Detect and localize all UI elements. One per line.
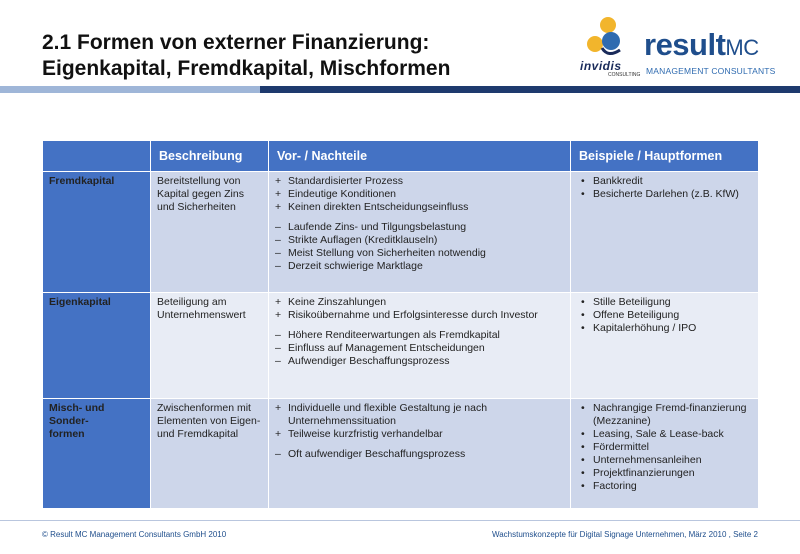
pros-cons-cell [269, 172, 571, 293]
minus-icon: – [275, 260, 281, 272]
example-item: • Kapitalerhöhung / IPO [577, 322, 752, 335]
pro-item [275, 188, 564, 201]
con-text: Höhere Renditeerwartungen als Fremdkapital [288, 329, 500, 341]
plus-icon: + [275, 296, 282, 308]
con-item [275, 260, 564, 273]
examples-cell [571, 399, 759, 509]
minus-icon: – [275, 342, 281, 354]
con-text: Derzeit schwierige Marktlage [288, 260, 423, 272]
header-vor-nachteile: Vor- / Nachteile [269, 141, 571, 172]
title-line-1: 2.1 Formen von externer Finanzierung: [42, 31, 430, 54]
financing-table [42, 140, 759, 509]
con-item [275, 221, 564, 234]
con-item [275, 247, 564, 260]
pros-cons-list [275, 175, 564, 273]
pro-item [275, 175, 564, 188]
title-line-2: Eigenkapital, Fremdkapital, Mischformen [42, 57, 451, 80]
header-beschreibung: Beschreibung [151, 141, 269, 172]
pro-text: Risikoübernahme und Erfolgsinteresse durch Investor [288, 309, 538, 321]
con-item [275, 234, 564, 247]
pro-text: Keine Zinszahlungen [288, 296, 387, 308]
footer-copyright: © Result MC Management Consultants GmbH 2010 [42, 530, 227, 539]
pro-item [275, 296, 564, 309]
con-text: Einfluss auf Management Entscheidungen [288, 342, 485, 354]
plus-icon: + [275, 201, 282, 213]
pros-cons-list [275, 296, 564, 368]
invidis-wordmark: invidis [580, 59, 622, 73]
examples-list [577, 296, 752, 335]
examples-list [577, 402, 752, 493]
result-text: result [644, 27, 726, 62]
example-item: • Unternehmensanleihen [577, 454, 752, 467]
pro-text: Individuelle und flexible Gestaltung je nach Unternehmenssituation [288, 402, 488, 427]
pro-text: Eindeutige Konditionen [288, 188, 397, 200]
header-empty [43, 141, 151, 172]
minus-icon: – [275, 234, 281, 246]
minus-icon: – [275, 355, 281, 367]
con-item [275, 329, 564, 342]
plus-icon: + [275, 175, 282, 187]
plus-icon: + [275, 309, 282, 321]
row-label-eigenkapital: Eigenkapital [43, 293, 151, 399]
plus-icon: + [275, 402, 282, 414]
company-logo [578, 14, 776, 78]
row-label-line: Sonder- [49, 415, 89, 427]
description-cell: Zwischenformen mit Elementen von Eigen- und Fremdkapital [151, 399, 269, 509]
header-beispiele: Beispiele / Hauptformen [571, 141, 759, 172]
result-wordmark [644, 28, 759, 65]
pro-item [275, 402, 564, 428]
con-text: Oft aufwendiger Beschaffungsprozess [288, 448, 466, 460]
row-label-line: formen [49, 428, 85, 440]
pros-cons-cell [269, 399, 571, 509]
header-bar-accent [0, 86, 260, 93]
con-text: Meist Stellung von Sicherheiten notwendig [288, 247, 486, 259]
minus-icon: – [275, 448, 281, 460]
pro-text: Keinen direkten Entscheidungseinfluss [288, 201, 469, 213]
example-item: • Nachrangige Fremd-finanzierung (Mezzanine) [577, 402, 752, 428]
example-item: • Factoring [577, 480, 752, 493]
management-consultants-label: MANAGEMENT CONSULTANTS [646, 66, 776, 76]
invidis-consulting-label: CONSULTING [608, 72, 641, 78]
con-text: Laufende Zins- und Tilgungsbelastung [288, 221, 467, 233]
pro-item [275, 428, 564, 441]
pro-item [275, 201, 564, 214]
plus-icon: + [275, 428, 282, 440]
table-row-mischformen [43, 399, 759, 509]
description-cell: Beteiligung am Unternehmenswert [151, 293, 269, 399]
con-item [275, 355, 564, 368]
table-row-fremdkapital [43, 172, 759, 293]
row-label-line: Misch- und [49, 402, 105, 414]
examples-list [577, 175, 752, 201]
minus-icon: – [275, 329, 281, 341]
examples-cell [571, 172, 759, 293]
table-row-eigenkapital [43, 293, 759, 399]
pro-text: Teilweise kurzfristig verhandelbar [288, 428, 443, 440]
pros-cons-list [275, 402, 564, 461]
examples-cell [571, 293, 759, 399]
row-label-mischformen [43, 399, 151, 509]
minus-icon: – [275, 247, 281, 259]
con-item [275, 448, 564, 461]
footer-page-info: Wachstumskonzepte für Digital Signage Unternehmen, März 2010 , Seite 2 [491, 530, 758, 539]
row-label-fremdkapital: Fremdkapital [43, 172, 151, 293]
description-cell: Bereitstellung von Kapital gegen Zins und Sicherheiten [151, 172, 269, 293]
example-item: • Fördermittel [577, 441, 752, 454]
table-header-row [43, 141, 759, 172]
example-item: • Besicherte Darlehen (z.B. KfW) [577, 188, 752, 201]
minus-icon: – [275, 221, 281, 233]
con-text: Aufwendiger Beschaffungsprozess [288, 355, 450, 367]
con-text: Strikte Auflagen (Kreditklauseln) [288, 234, 438, 246]
plus-icon: + [275, 188, 282, 200]
example-item: • Projektfinanzierungen [577, 467, 752, 480]
pros-cons-cell [269, 293, 571, 399]
example-item: • Bankkredit [577, 175, 752, 188]
pro-item [275, 309, 564, 322]
footer-divider [0, 520, 800, 521]
page-title [42, 30, 450, 82]
pro-text: Standardisierter Prozess [288, 175, 403, 187]
example-item: • Stille Beteiligung [577, 296, 752, 309]
mc-text: MC [725, 35, 759, 60]
example-item: • Offene Beteiligung [577, 309, 752, 322]
con-item [275, 342, 564, 355]
example-item: • Leasing, Sale & Lease-back [577, 428, 752, 441]
